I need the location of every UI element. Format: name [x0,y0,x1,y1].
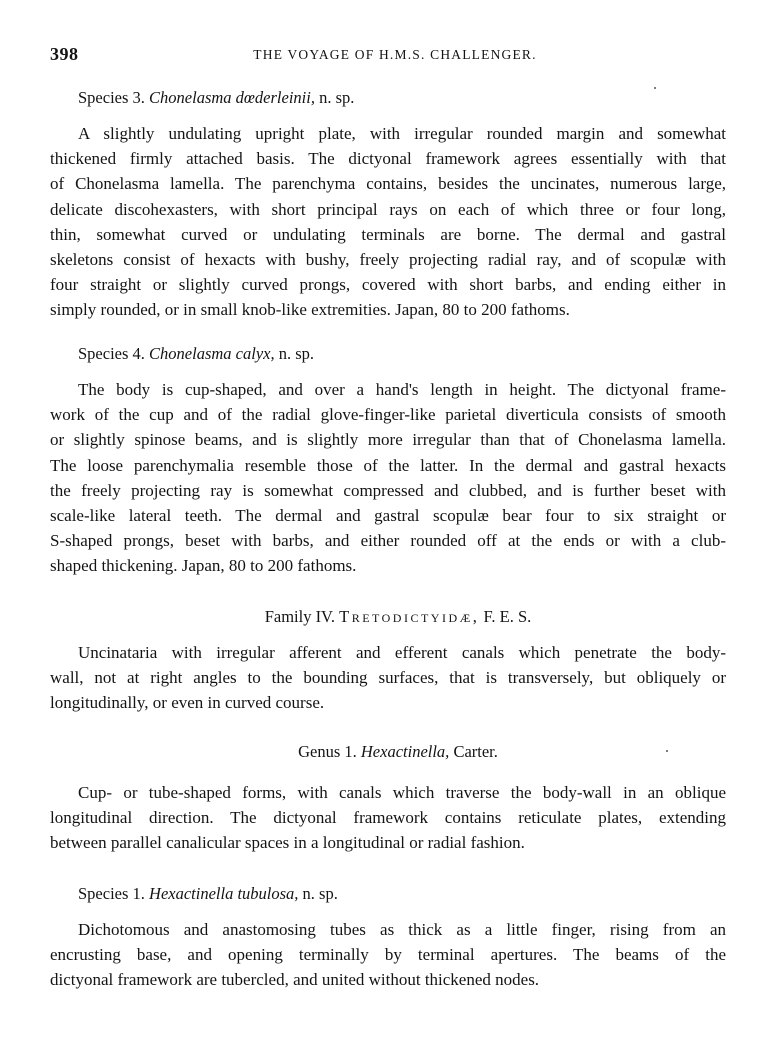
print-speck [654,87,656,89]
species-1-heading-suffix: n. sp. [302,884,338,903]
text-line: longitudinally, or even in curved course. [50,693,325,713]
text-line: Dichotomous and anastomosing tubes as thick as a little finger, rising from an [78,920,726,939]
species-1-heading [78,884,338,904]
text-line: shaped thickening. Japan, 80 to 200 fathoms. [50,556,357,576]
genus-1-heading-suffix: Carter. [453,742,498,761]
text-line: A slightly undulating upright plate, with irregular rounded margin and somewhat [78,124,726,143]
species-3-description [50,121,726,323]
print-speck [666,750,668,752]
species-4-heading-suffix: n. sp. [278,344,315,363]
text-line: longitudinal direction. The dictyonal framework contains reticulate plates, extending [50,808,726,828]
page-header [50,44,726,68]
text-line: delicate discohexasters, with short principal rays on each of which three or four long, [50,199,726,219]
species-3-heading-name: Chonelasma dœderleinii, [149,88,315,107]
text-line: or slightly spinose beams, and is slightly more irregular than that of Chonelasma lamella. [50,430,726,450]
text-line: four straight or slightly curved prongs, covered with short barbs, and ending either in [50,275,726,295]
genus-1-heading-name: Hexactinella, [360,742,450,761]
family-4-description [50,640,726,716]
text-line: Cup- or tube-shaped forms, with canals which traverse the body-wall in an oblique [78,783,726,802]
family-4-heading-name: Tretodictyidæ, [339,607,480,626]
text-line: the freely projecting ray is somewhat compressed and clubbed, and is further beset with [50,480,726,500]
species-1-heading-prefix: Species 1. [78,884,145,903]
text-line: The body is cup-shaped, and over a hand's length in height. The dictyonal frame- [78,380,726,399]
genus-1-heading [0,742,776,762]
text-line: between parallel canalicular spaces in a longitudinal or radial fashion. [50,833,525,853]
text-line: wall, not at right angles to the bounding surfaces, that is transversely, but obliquely or [50,668,726,688]
family-4-heading-suffix: F. E. S. [483,607,532,626]
text-line: work of the cup and of the radial glove-finger-like parietal diverticula consists of smooth [50,405,726,425]
text-line: thickened firmly attached basis. The dictyonal framework agrees essentially with that [50,149,726,169]
species-4-heading-prefix: Species 4. [78,344,145,363]
text-line: skeletons consist of hexacts with bushy, freely projecting radial ray, and of scopulæ with [50,249,726,269]
text-line: Uncinataria with irregular afferent and efferent canals which penetrate the body- [78,643,726,662]
species-3-heading-prefix: Species 3. [78,88,145,107]
family-4-heading-prefix: Family IV. [264,607,335,626]
species-1-description [50,917,726,993]
species-4-heading-name: Chonelasma calyx, [149,344,275,363]
text-line: scale-like lateral teeth. The dermal and gastral scopulæ bear four to six straight or [50,505,726,525]
text-line: thin, somewhat curved or undulating terminals are borne. The dermal and gastral [50,224,726,244]
species-4-description [50,377,726,579]
text-line: The loose parenchymalia resemble those of the latter. In the dermal and gastral hexacts [50,455,726,475]
species-3-heading [78,88,354,108]
species-3-heading-suffix: n. sp. [319,88,355,107]
genus-1-description [50,780,726,856]
text-line: of Chonelasma lamella. The parenchyma contains, besides the uncinates, numerous large, [50,174,726,194]
species-1-heading-name: Hexactinella tubulosa, [149,884,299,903]
text-line: dictyonal framework are tubercled, and united without thickened nodes. [50,970,540,990]
running-head: THE VOYAGE OF H.M.S. CHALLENGER. [253,47,537,62]
species-4-heading [78,344,314,364]
family-4-heading [0,607,776,627]
text-line: simply rounded, or in small knob-like extremities. Japan, 80 to 200 fathoms. [50,300,570,320]
genus-1-heading-prefix: Genus 1. [298,742,357,761]
page-number: 398 [50,44,79,64]
text-line: encrusting base, and opening terminally by terminal apertures. The beams of the [50,945,726,965]
text-line: S-shaped prongs, beset with barbs, and either rounded off at the ends or with a club- [50,531,726,551]
